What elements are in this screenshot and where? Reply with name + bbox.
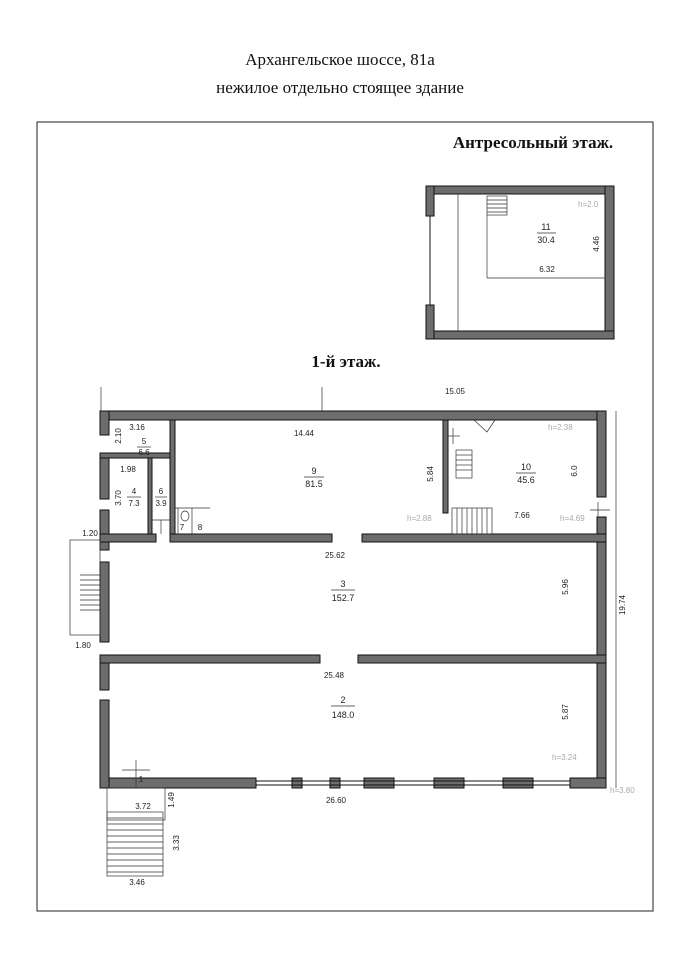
room-2-number: 2 xyxy=(340,695,346,705)
dim-3-70: 3.70 xyxy=(114,490,123,506)
room-2-area: 148.0 xyxy=(331,710,355,720)
dim-overall-width: 15.05 xyxy=(444,387,466,396)
room-3-number: 3 xyxy=(340,579,346,589)
mezzanine-dim-width: 6.32 xyxy=(539,265,555,274)
dim-5-96: 5.96 xyxy=(561,579,570,595)
room-6-number: 6 xyxy=(158,487,164,496)
building-subtitle: нежилое отдельно стоящее здание xyxy=(216,78,464,97)
dim-5-84: 5.84 xyxy=(426,466,435,482)
dim-3-16: 3.16 xyxy=(129,423,145,432)
height-room-10b: h=4.69 xyxy=(560,514,585,523)
mezzanine-dim-height: 4.46 xyxy=(592,236,601,252)
dim-25-62: 25.62 xyxy=(324,551,346,560)
dim-1-49: 1.49 xyxy=(167,792,176,808)
dim-25-48: 25.48 xyxy=(323,671,345,680)
room-4-number: 4 xyxy=(131,487,137,496)
height-room-2: h=3.24 xyxy=(552,753,577,762)
room-3-area: 152.7 xyxy=(331,593,355,603)
room-6-area: 3.9 xyxy=(155,499,167,508)
mezzanine-height: h=2.0 xyxy=(578,200,599,209)
height-room-9: h=2.88 xyxy=(407,514,432,523)
room-5-number: 5 xyxy=(141,437,147,446)
mezzanine-stair xyxy=(487,196,507,215)
room-5-area: 6.6 xyxy=(138,448,150,457)
height-note: h=3.80 xyxy=(610,786,635,795)
room-9-area: 81.5 xyxy=(305,479,323,489)
height-room-10: h=2.38 xyxy=(548,423,573,432)
dim-1-20: 1.20 xyxy=(82,529,98,538)
room-9-number: 9 xyxy=(311,466,317,476)
address-title: Архангельское шоссе, 81а xyxy=(245,50,435,69)
room-4-area: 7.3 xyxy=(128,499,140,508)
dim-5-87: 5.87 xyxy=(561,704,570,720)
room-7-number: 7 xyxy=(179,523,185,532)
dim-26-60: 26.60 xyxy=(325,796,347,805)
dim-3-33: 3.33 xyxy=(172,835,181,851)
room-10-number: 10 xyxy=(520,462,532,472)
dim-7-66: 7.66 xyxy=(514,511,530,520)
mezzanine-title: Антресольный этаж. xyxy=(452,133,614,152)
dim-1-80: 1.80 xyxy=(75,641,91,650)
dim-3-46: 3.46 xyxy=(129,878,145,887)
room-11-area: 30.4 xyxy=(537,235,555,245)
ground-floor-title: 1-й этаж. xyxy=(311,352,381,371)
room-11-number: 11 xyxy=(541,222,551,232)
dim-6-0: 6.0 xyxy=(570,465,579,477)
dim-1-98: 1.98 xyxy=(120,465,136,474)
dim-19-74: 19.74 xyxy=(618,594,627,616)
dim-2-10: 2.10 xyxy=(114,428,123,444)
room-10-area: 45.6 xyxy=(517,475,535,485)
room-1-number: 1 xyxy=(138,775,144,784)
room-8-number: 8 xyxy=(197,523,203,532)
dim-14-44: 14.44 xyxy=(293,429,315,438)
dim-3-72: 3.72 xyxy=(135,802,151,811)
